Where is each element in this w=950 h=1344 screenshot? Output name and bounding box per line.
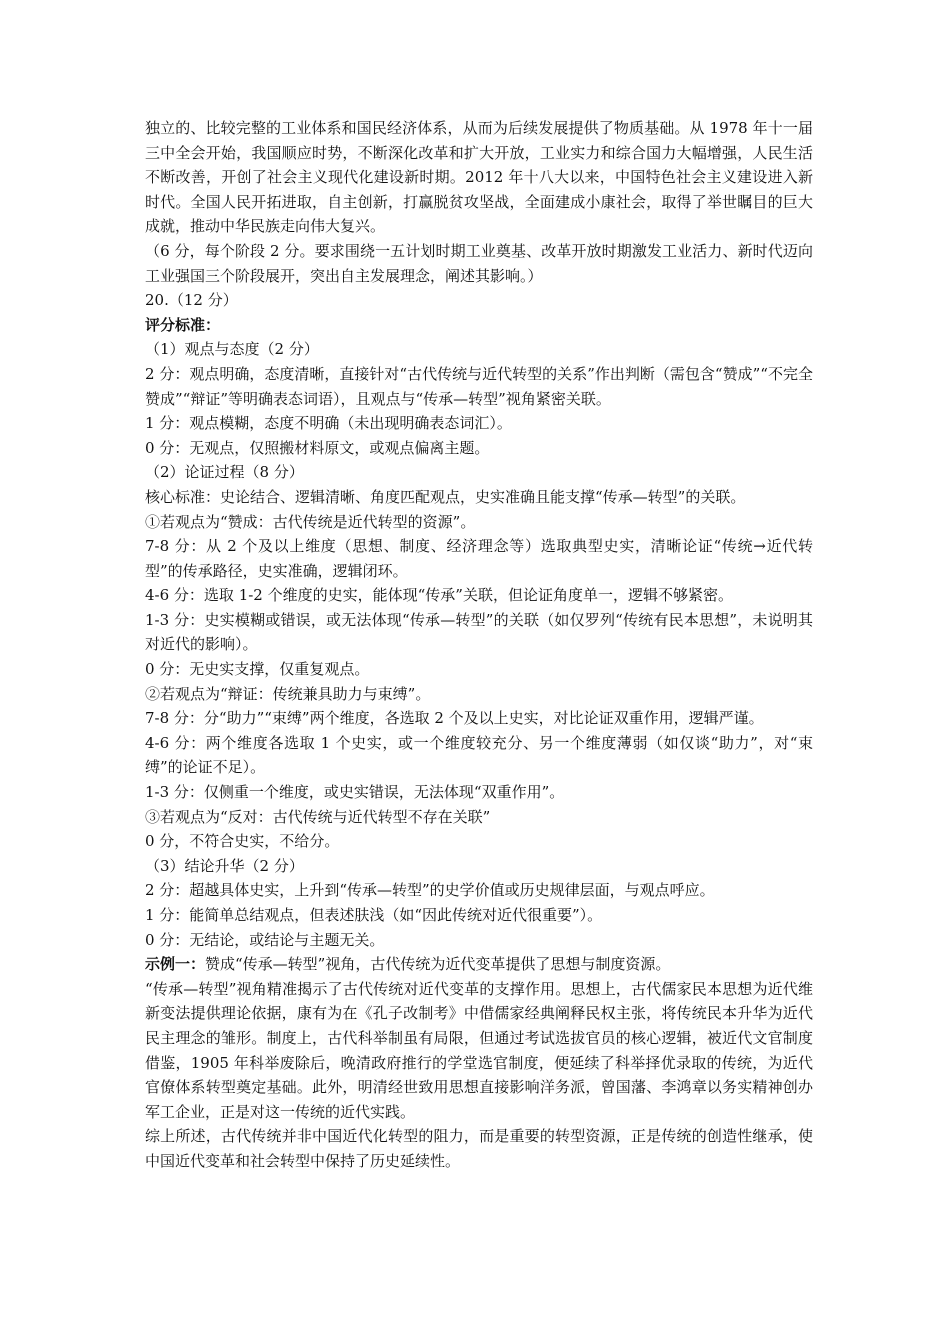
s2-view-c: ③若观点为“反对：古代传统与近代转型不存在关联” (145, 807, 491, 826)
s2-a-score-7-8: 7-8 分：从 2 个及以上维度（思想、制度、经济理念等）选取典型史实，清晰论证“传统→近代转型”的传承路径，史实准确，逻辑闭环。 (145, 537, 813, 580)
section2-title: （2）论证过程（8 分） (145, 463, 304, 482)
s1-score-0: 0 分：无观点，仅照搬材料原文，或观点偏离主题。 (145, 438, 490, 457)
criteria-title: 评分标准： (145, 315, 221, 334)
document-page (145, 116, 813, 1174)
s2-view-a: ①若观点为“赞成：古代传统是近代转型的资源”。 (145, 512, 476, 531)
q19-scoring-note: （6 分，每个阶段 2 分。要求围绕一五计划时期工业奠基、改革开放时期激发工业活力、新时代迈向工业强国三个阶段展开，突出自主发展理念，阐述其影响。） (145, 241, 813, 285)
s3-score-0: 0 分：无结论，或结论与主题无关。 (145, 930, 385, 949)
example1-label: 示例一： (145, 955, 206, 974)
s3-score-1: 1 分：能简单总结观点，但表述肤浅（如“因此传统对近代很重要”）。 (145, 906, 603, 924)
s2-core-standard: 核心标准：史论结合、逻辑清晰、角度匹配观点，史实准确且能支撑“传承—转型”的关联。 (145, 487, 746, 506)
s2-c-score-0: 0 分，不符合史实，不给分。 (145, 832, 340, 851)
example1-heading (145, 952, 813, 977)
s1-score-1: 1 分：观点模糊，态度不明确（未出现明确表态词汇）。 (145, 414, 512, 433)
s1-score-2: 2 分：观点明确，态度清晰，直接针对“古代传统与近代转型的关系”作出判断（需包含“赞成”“不完全赞成”“辩证”等明确表态词语），且观点与“传承—转型”视角紧密关联。 (145, 364, 813, 408)
s2-b-score-4-6: 4-6 分：两个维度各选取 1 个史实，或一个维度较充分、另一个维度薄弱（如仅谈“助力”，对“束缚”的论证不足）。 (145, 733, 813, 777)
s2-b-score-1-3: 1-3 分：仅侧重一个维度，或史实错误，无法体现“双重作用”。 (145, 783, 565, 802)
s2-a-score-1-3: 1-3 分：史实模糊或错误，或无法体现“传承—转型”的关联（如仅罗列“传统有民本思想”，未说明其对近代的影响）。 (145, 610, 813, 654)
s3-score-2: 2 分：超越具体史实，上升到“传承—转型”的史学价值或历史规律层面，与观点呼应。 (145, 881, 715, 900)
intro-paragraph: 独立的、比较完整的工业体系和国民经济体系，从而为后续发展提供了物质基础。从 1978 年十一届三中全会开始，我国顺应时势，不断深化改革和扩大开放，工业实力和综合国力大幅增强，人民生活不断改善，开创了社会主义现代化建设新时期。2012 年十八大以来，中国特色社会主义建设进入新时代。全国人民开拓进取，自主创新，打赢脱贫攻坚战，全面建成小康社会，取得了举世瞩目的巨大成就，推动中华民族走向伟大复兴。 (145, 119, 813, 236)
s2-view-b: ②若观点为“辩证：传统兼具助力与束缚”。 (145, 684, 431, 703)
section3-title: （3）结论升华（2 分） (145, 856, 304, 875)
s2-a-score-0: 0 分：无史实支撑，仅重复观点。 (145, 660, 370, 679)
example1-title: 赞成“传承—转型”视角，古代传统为近代变革提供了思想与制度资源。 (205, 955, 671, 974)
s2-b-score-7-8: 7-8 分：分“助力”“束缚”两个维度，各选取 2 个及以上史实，对比论证双重作用，逻辑严谨。 (145, 709, 764, 728)
example1-conclusion: 综上所述，古代传统并非中国近代化转型的阻力，而是重要的转型资源，正是传统的创造性继承，使中国近代变革和社会转型中保持了历史延续性。 (145, 1127, 813, 1170)
example1-body: “传承—转型”视角精准揭示了古代传统对近代变革的支撑作用。思想上，古代儒家民本思想为近代维新变法提供理论依据，康有为在《孔子改制考》中借儒家经典阐释民权主张，将传统民本升华为近代民主理念的雏形。制度上，古代科举制虽有局限，但通过考试选拔官员的核心逻辑，被近代文官制度借鉴，1905 年科举废除后，晚清政府推行的学堂选官制度，便延续了科举择优录取的传统，为近代官僚体系转型奠定基础。此外，明清经世致用思想直接影响洋务派，曾国藩、李鸿章以务实精神创办军工企业，正是对这一传统的近代实践。 (145, 979, 813, 1121)
s2-a-score-4-6: 4-6 分：选取 1-2 个维度的史实，能体现“传承”关联，但论证角度单一，逻辑不够紧密。 (145, 586, 733, 605)
section1-title: （1）观点与态度（2 分） (145, 340, 319, 359)
q20-heading: 20.（12 分） (145, 291, 238, 310)
